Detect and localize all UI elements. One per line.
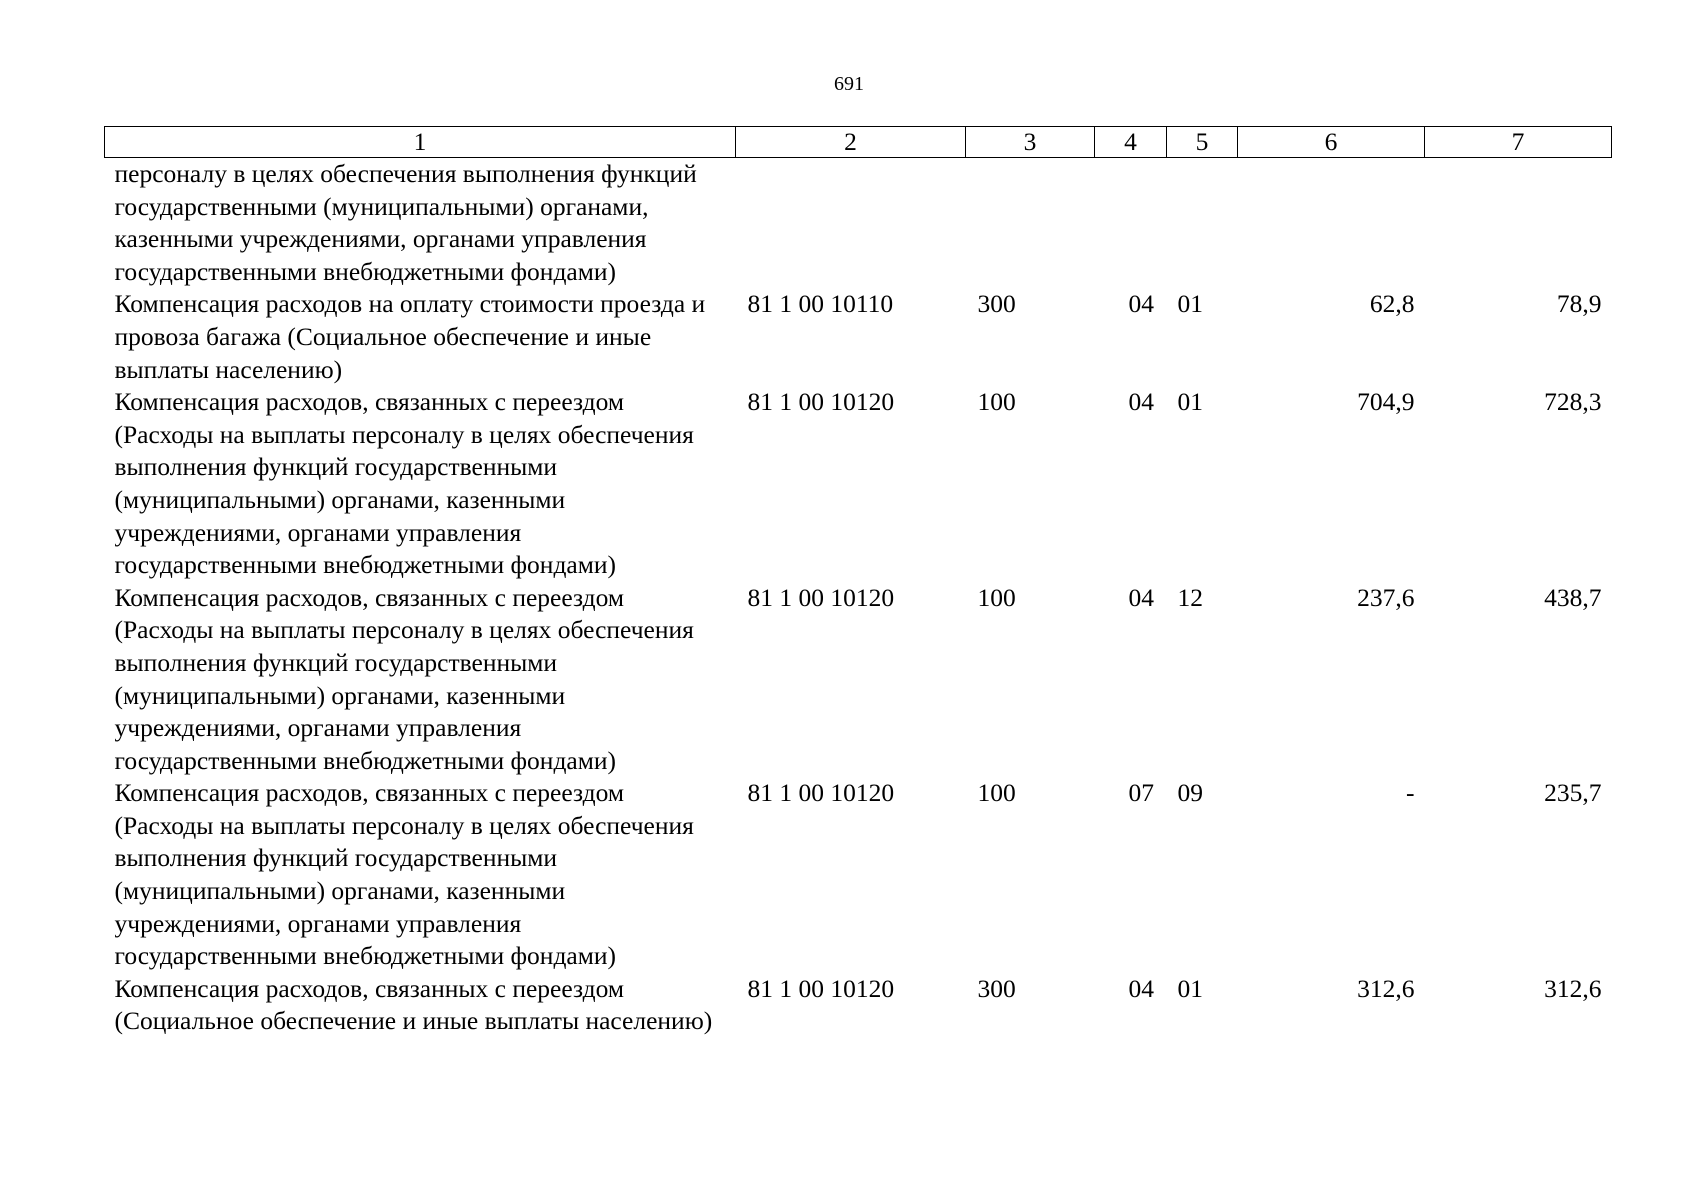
- row-expense-type: 300: [977, 289, 1016, 319]
- table-header-row: [105, 127, 1612, 158]
- row-name: Компенсация расходов, связанных с переездом (Расходы на выплаты персоналу в целях обеспечения выполнения функций государственными (муниципальными) органами, казенными учреждениями, органами управления государственными внебюджетными фондами): [114, 582, 694, 775]
- column-header-subsection: 5: [1167, 127, 1238, 158]
- row-sum-2: 78,9: [1556, 289, 1602, 319]
- row-expense-type: 100: [977, 387, 1016, 417]
- row-target-article: 81 1 00 10120: [747, 778, 895, 808]
- row-section: [1095, 158, 1167, 289]
- row-name: Компенсация расходов, связанных с переездом (Социальное обеспечение и иные выплаты населению): [114, 973, 713, 1036]
- row-sum-1: 62,8: [1369, 289, 1415, 319]
- row-section: 07: [1128, 778, 1154, 808]
- row-section: 04: [1128, 289, 1154, 319]
- column-header-sum-1: 6: [1238, 127, 1425, 158]
- table-row: [105, 288, 1612, 386]
- row-sum-2: [1425, 158, 1612, 289]
- row-subsection: 12: [1177, 582, 1203, 612]
- row-expense-type: 100: [977, 778, 1016, 808]
- row-name: Компенсация расходов, связанных с переездом (Расходы на выплаты персоналу в целях обеспечения выполнения функций государственными (муниципальными) органами, казенными учреждениями, органами управления государственными внебюджетными фондами): [114, 778, 694, 971]
- column-header-expense-type: 3: [966, 127, 1095, 158]
- row-target-article: 81 1 00 10110: [747, 289, 894, 319]
- row-subsection: [1167, 158, 1238, 289]
- row-sum-2: 235,7: [1544, 778, 1602, 808]
- row-sum-1: 237,6: [1357, 582, 1415, 612]
- row-section: 04: [1128, 387, 1154, 417]
- row-sum-2: 312,6: [1544, 973, 1602, 1003]
- table-row: [105, 158, 1612, 289]
- column-header-sum-2: 7: [1425, 127, 1612, 158]
- row-sum-2: 438,7: [1544, 582, 1602, 612]
- row-sum-2: 728,3: [1544, 387, 1602, 417]
- row-target-article: 81 1 00 10120: [747, 387, 895, 417]
- row-section: 04: [1128, 973, 1154, 1003]
- row-name: Компенсация расходов на оплату стоимости проезда и провоза багажа (Социальное обеспечение и иные выплаты населению): [114, 289, 706, 384]
- column-header-section: 4: [1095, 127, 1167, 158]
- page-number: 691: [834, 73, 864, 95]
- row-name: персоналу в целях обеспечения выполнения функций государственными (муниципальными) органами, казенными учреждениями, органами управления государственными внебюджетными фондами): [114, 159, 697, 286]
- row-sum-1: 312,6: [1357, 973, 1415, 1003]
- row-subsection: 01: [1177, 973, 1203, 1003]
- row-section: 04: [1128, 582, 1154, 612]
- row-target-article: 81 1 00 10120: [747, 582, 895, 612]
- row-subsection: 01: [1177, 289, 1203, 319]
- row-name: Компенсация расходов, связанных с переездом (Расходы на выплаты персоналу в целях обеспечения выполнения функций государственными (муниципальными) органами, казенными учреждениями, органами управления государственными внебюджетными фондами): [114, 387, 694, 580]
- row-target-article: 81 1 00 10120: [747, 973, 895, 1003]
- row-expense-type: 100: [977, 582, 1016, 612]
- row-sum-1: -: [1406, 778, 1415, 808]
- row-expense-type: [966, 158, 1095, 289]
- column-header-target-article: 2: [736, 127, 966, 158]
- row-subsection: 01: [1177, 387, 1203, 417]
- table-row: [105, 777, 1612, 973]
- table-row: [105, 973, 1612, 1038]
- row-sum-1: [1238, 158, 1425, 289]
- row-target-article: [736, 158, 966, 289]
- table-row: [105, 386, 1612, 582]
- row-subsection: 09: [1177, 778, 1203, 808]
- table-row: [105, 582, 1612, 778]
- column-header-name: 1: [105, 127, 736, 158]
- row-expense-type: 300: [977, 973, 1016, 1003]
- row-sum-1: 704,9: [1357, 387, 1415, 417]
- budget-table: [104, 126, 1612, 1038]
